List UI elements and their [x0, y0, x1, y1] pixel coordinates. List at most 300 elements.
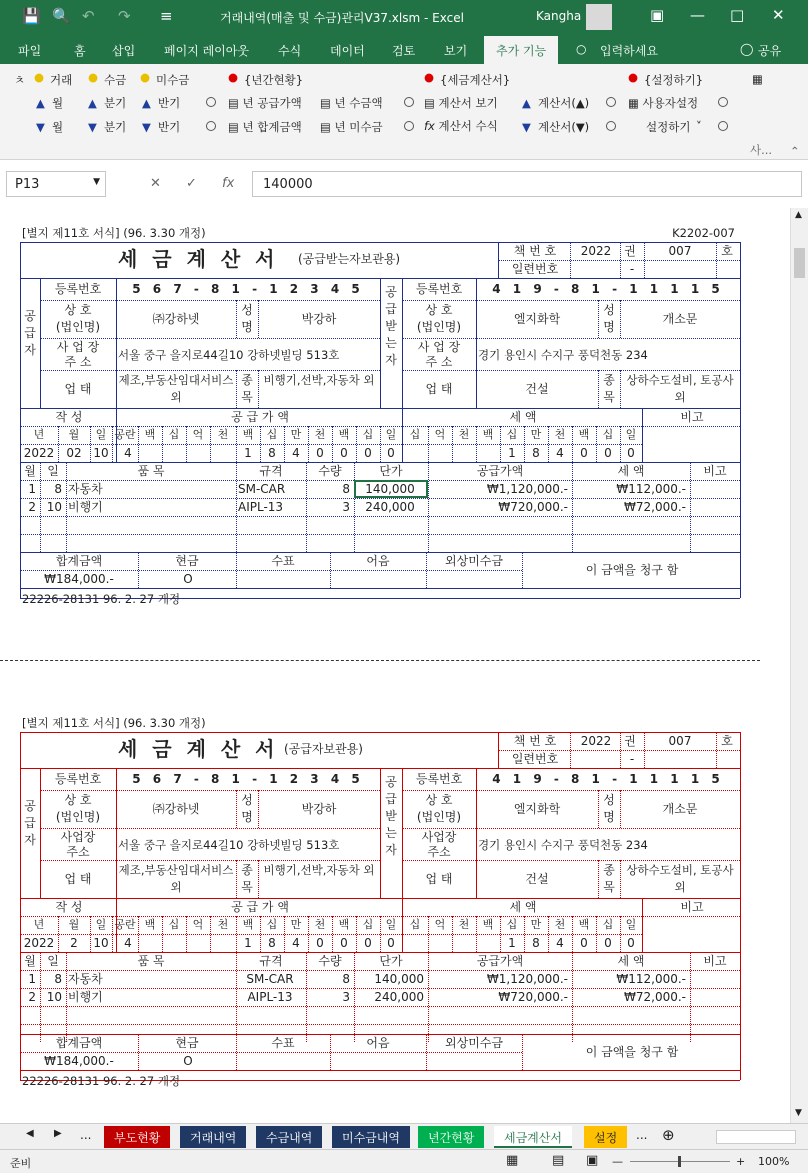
digit-header: 만: [290, 428, 302, 441]
next-sheet-icon[interactable]: ▶: [54, 1128, 62, 1139]
digit-header: 천: [554, 918, 566, 931]
radio-icon[interactable]: [606, 97, 616, 107]
ribbon-display-icon[interactable]: ▣: [650, 6, 665, 24]
grid-line: [476, 916, 477, 952]
supplier-item: 비행기,선박,자동차 외: [263, 373, 375, 387]
window-title: 거래내역(매출 및 수금)관리V37.xlsm - Excel: [220, 11, 464, 25]
invoice-top: [0, 208, 790, 648]
rep-label: 성명: [241, 303, 253, 334]
supply-digit: 0: [387, 446, 395, 460]
btn-year-collect[interactable]: ▤ 년 수금액: [320, 96, 383, 110]
sheet-tab-transactions[interactable]: 거래내역: [180, 1126, 246, 1148]
grid-line: [644, 732, 645, 768]
grid-line: [402, 916, 403, 952]
scroll-down-icon[interactable]: ▼: [795, 1108, 802, 1118]
btn-tax-invoice[interactable]: {세금계산서}: [440, 73, 511, 87]
digit-header: 십: [506, 918, 518, 931]
item-d[interactable]: 8: [54, 972, 62, 986]
date-year: 2022: [23, 936, 55, 950]
grid-line: [236, 462, 237, 552]
grid-line: [354, 952, 355, 1042]
digit-header: 백: [482, 428, 494, 441]
grid-line: [598, 300, 599, 338]
grid-line: [354, 462, 355, 552]
item-m[interactable]: 2: [28, 500, 36, 514]
grid-line: [210, 426, 211, 462]
item-m[interactable]: 2: [28, 990, 36, 1004]
save-icon[interactable]: 💾: [22, 7, 41, 25]
receiver-label: 공급받는자: [385, 285, 397, 367]
grid-line: [20, 242, 21, 598]
form-number: [별지 제11호 서식] (96. 3.30 개정): [22, 226, 206, 240]
grid-line: [522, 552, 523, 588]
undo-icon[interactable]: ↶: [82, 7, 95, 25]
book-unit: 권: [624, 244, 636, 258]
digit-header: 일: [95, 428, 107, 441]
receiver-reg-number: 4 1 9 - 8 1 - 1 1 1 1 5: [492, 772, 724, 786]
invoice-subtitle: (공급자보관용): [284, 742, 363, 756]
btn-collect[interactable]: 수금: [104, 73, 127, 87]
book-unit: 권: [624, 734, 636, 748]
name-label: 상 호 (법인명): [55, 303, 101, 334]
name-box[interactable]: P13 ▼: [6, 171, 106, 197]
grid-line: [572, 952, 573, 1042]
item-m[interactable]: 1: [28, 482, 36, 496]
grid-line: [402, 300, 740, 301]
item-spec[interactable]: AIPL-13: [247, 990, 293, 1004]
grid-line: [716, 732, 717, 768]
grid-line: [186, 426, 187, 462]
tax-digit: 8: [532, 446, 540, 460]
footer-credit_label: 외상미수금: [445, 1036, 503, 1050]
grid-line: [236, 952, 237, 1042]
grid-line: [236, 300, 237, 338]
item-spec[interactable]: AIPL-13: [238, 500, 284, 514]
supply-amount-label: 공 급 가 액: [231, 410, 289, 424]
grid-line: [402, 278, 403, 408]
receiver-label: 공급받는자: [385, 775, 397, 857]
btn-invoice-view[interactable]: ▤ 계산서 보기: [424, 96, 498, 110]
item-header: 단가: [379, 954, 403, 968]
digit-header: 십: [409, 428, 421, 441]
bulb-icon: ●: [228, 70, 239, 84]
insert-function-icon[interactable]: fx: [222, 176, 235, 191]
btn-trade[interactable]: 거래: [50, 73, 73, 87]
item-header: 단가: [379, 464, 403, 478]
supply-digit: 0: [364, 936, 372, 950]
item-tax[interactable]: ₩72,000.-: [624, 990, 686, 1004]
serial-label: 일련번호: [511, 262, 559, 276]
lightbulb-icon: ○: [576, 42, 587, 56]
grid-line: [20, 1006, 740, 1007]
digit-header: 억: [192, 918, 204, 931]
item-supply[interactable]: ₩1,120,000.-: [486, 972, 568, 986]
btn-unpaid[interactable]: 미수금: [156, 73, 190, 87]
btn-invoice-down[interactable]: 계산서(▼): [538, 120, 590, 134]
sheet-tab-default-status[interactable]: 부도현황: [104, 1126, 170, 1148]
footer-cash_label: 현금: [175, 1036, 199, 1050]
biz-type-label: 업 태: [425, 382, 453, 396]
grid-line: [690, 952, 691, 1042]
supply-digit: 0: [364, 446, 372, 460]
total-amount: ₩184,000.-: [44, 572, 114, 586]
enter-icon[interactable]: ✓: [186, 176, 197, 191]
digit-header: 천: [314, 918, 326, 931]
supply-amount-label: 공 급 가 액: [231, 900, 289, 914]
status-bar: [0, 1149, 808, 1173]
grid-line: [476, 768, 477, 898]
digit-header: 천: [458, 428, 470, 441]
radio-icon[interactable]: [718, 97, 728, 107]
item-header: 규격: [259, 954, 283, 968]
digit-header: 억: [192, 428, 204, 441]
supplier-reg-number: 5 6 7 - 8 1 - 1 2 3 4 5: [132, 772, 364, 786]
item-spec[interactable]: SM-CAR: [246, 972, 294, 986]
btn-year-supply[interactable]: ▤ 년 공급가액: [228, 96, 302, 110]
digit-header: 월: [68, 428, 80, 441]
grid-line: [40, 278, 41, 408]
page-break-view-icon[interactable]: ▣: [586, 1153, 599, 1168]
grid-line: [570, 242, 571, 278]
supply-digit: 0: [340, 446, 348, 460]
radio-icon[interactable]: [206, 121, 216, 131]
grid-line: [236, 370, 237, 408]
item-price[interactable]: 240,000: [374, 990, 424, 1004]
item-label: 종목: [241, 373, 253, 404]
tab-insert[interactable]: 삽입: [112, 44, 136, 58]
grid-line: [740, 242, 741, 598]
btn-quarter-up[interactable]: 분기: [104, 96, 127, 110]
digit-header: 일: [95, 918, 107, 931]
grid-line: [572, 462, 573, 552]
bulb-icon: ●: [628, 70, 639, 84]
grid-line: [20, 1070, 740, 1071]
grid-line: [620, 860, 621, 898]
btn-invoice-up[interactable]: 계산서(▲): [538, 96, 590, 110]
grid-line: [402, 828, 740, 829]
grid-line: [116, 768, 117, 898]
grid-line: [138, 426, 139, 462]
grid-line: [476, 426, 477, 462]
item-label: 종목: [241, 863, 253, 894]
reg-label: 등록번호: [415, 772, 463, 786]
sheet-tab-annual[interactable]: 년간현황: [418, 1126, 484, 1148]
item-header: 수량: [318, 954, 342, 968]
tab-review[interactable]: 검토: [392, 44, 416, 58]
vertical-scrollbar[interactable]: [790, 208, 808, 1123]
grid-line: [40, 952, 41, 1042]
grid-line: [402, 426, 403, 462]
item-header: 월: [24, 464, 36, 478]
item-d[interactable]: 8: [54, 482, 62, 496]
grid-icon[interactable]: ▦: [752, 72, 763, 86]
item-spec[interactable]: SM-CAR: [238, 482, 286, 496]
digit-header: 공란: [114, 428, 136, 441]
reg-label: 등록번호: [54, 282, 102, 296]
item-qty[interactable]: 8: [342, 972, 350, 986]
item-supply[interactable]: ₩1,120,000.-: [486, 482, 568, 496]
tax-amount-label: 세 액: [509, 900, 537, 914]
grid-line: [740, 732, 741, 1080]
add-sheet-icon[interactable]: ⊕: [662, 1126, 675, 1144]
btn-month-up[interactable]: 월: [52, 96, 64, 110]
book-label: 책 번 호: [513, 244, 557, 258]
item-price[interactable]: 140,000: [365, 482, 415, 496]
grid-line: [428, 916, 429, 952]
tab-file[interactable]: 파일: [18, 44, 42, 58]
addr-label: 사업장 주소: [60, 830, 96, 859]
digit-header: 백: [578, 918, 590, 931]
maximize-icon[interactable]: □: [730, 6, 745, 24]
more-sheets-icon[interactable]: ...: [636, 1128, 648, 1142]
ribbon-tabs: [0, 34, 808, 64]
grid-line: [620, 732, 621, 768]
digit-header: 만: [530, 428, 542, 441]
grid-line: [642, 408, 643, 462]
grid-line: [138, 916, 139, 952]
horizontal-scrollbar[interactable]: [716, 1130, 796, 1144]
close-icon[interactable]: ✕: [772, 6, 785, 24]
up-arrow-icon: ▲: [88, 96, 97, 110]
write-label: 작 성: [55, 900, 83, 914]
supply-digit: 0: [316, 936, 324, 950]
zoom-thumb[interactable]: [678, 1156, 681, 1167]
tab-view[interactable]: 보기: [444, 44, 468, 58]
digit-header: 십: [602, 918, 614, 931]
claim-text: 이 금액을 청구 함: [585, 1045, 679, 1059]
btn-year-total[interactable]: ▤ 년 합계금액: [228, 120, 302, 134]
invoice-code: K2202-007: [672, 226, 735, 240]
item-header: 세 액: [617, 954, 645, 968]
footer-total_label: 합계금액: [55, 554, 103, 568]
footer-cash_label: 현금: [175, 554, 199, 568]
sheet-tab-tax-invoice[interactable]: 세금계산서: [494, 1126, 572, 1148]
biz-type-label: 업 태: [64, 382, 92, 396]
item-label: 종목: [603, 863, 615, 894]
formula-input[interactable]: 140000: [252, 171, 802, 197]
zoom-out-icon[interactable]: —: [612, 1155, 623, 1168]
tax-digit: 0: [627, 446, 635, 460]
item-d[interactable]: 10: [46, 990, 62, 1004]
minimize-icon[interactable]: —: [690, 6, 705, 24]
grid-line: [306, 462, 307, 552]
chevron-down-icon[interactable]: ˅: [696, 119, 702, 133]
btn-settings-group[interactable]: {설정하기}: [644, 73, 704, 87]
serial-label: 일련번호: [511, 752, 559, 766]
radio-icon[interactable]: [404, 121, 414, 131]
tab-page-layout[interactable]: 페이지 레이아웃: [164, 44, 249, 58]
book-label: 책 번 호: [513, 734, 557, 748]
date-month: 02: [66, 446, 82, 460]
digit-header: 천: [314, 428, 326, 441]
supplier-item: 비행기,선박,자동차 외: [263, 863, 375, 877]
scroll-thumb[interactable]: [794, 248, 805, 278]
radio-icon[interactable]: [206, 97, 216, 107]
reg-label: 등록번호: [415, 282, 463, 296]
avatar[interactable]: [586, 4, 612, 30]
rep-label: 성명: [603, 793, 615, 824]
radio-icon[interactable]: [404, 97, 414, 107]
item-header: 세 액: [617, 464, 645, 478]
item-tax[interactable]: ₩112,000.-: [616, 972, 686, 986]
digit-header: 십: [168, 428, 180, 441]
digit-header: 백: [144, 918, 156, 931]
claim-text: 이 금액을 청구 함: [585, 563, 679, 577]
receiver-biz-type: 건설: [525, 382, 549, 396]
receiver-address: 경기 용인시 수지구 풍덕천동 234: [478, 838, 648, 852]
item-qty[interactable]: 3: [342, 990, 350, 1004]
supplier-biz-type: 제조,부동산임대서비스 외: [118, 373, 234, 404]
customize-icon[interactable]: ≡: [160, 7, 173, 25]
digit-header: 월: [68, 918, 80, 931]
receiver-address: 경기 용인시 수지구 풍덕천동 234: [478, 348, 648, 362]
cancel-icon[interactable]: ✕: [150, 176, 161, 191]
grid-line: [66, 952, 67, 1042]
receiver-item: 상하수도설비, 토공사 외: [626, 863, 734, 894]
item-name[interactable]: 자동차: [68, 482, 103, 496]
item-qty[interactable]: 8: [342, 482, 350, 496]
item-name[interactable]: 비행기: [68, 500, 103, 514]
digit-header: 억: [434, 428, 446, 441]
digit-header: 만: [530, 918, 542, 931]
tax-digit: 0: [580, 936, 588, 950]
redo-icon[interactable]: ↷: [118, 7, 131, 25]
collapse-ribbon-icon[interactable]: ⌃: [790, 144, 800, 158]
scroll-up-icon[interactable]: ▲: [795, 210, 802, 220]
item-m[interactable]: 1: [28, 972, 36, 986]
grid-line: [40, 462, 41, 552]
btn-half-down[interactable]: 반기: [158, 120, 181, 134]
item-label: 종목: [603, 373, 615, 404]
btn-settings[interactable]: 설정하기: [646, 120, 691, 134]
grid-line: [642, 898, 643, 952]
receiver-biz-type: 건설: [525, 872, 549, 886]
btn-invoice-formula[interactable]: fx 계산서 수식: [424, 119, 498, 133]
tab-home[interactable]: 홈: [74, 44, 86, 58]
sheet-tab-collections[interactable]: 수금내역: [256, 1126, 322, 1148]
note-label: 비고: [680, 900, 704, 914]
grid-line: [402, 338, 740, 339]
btn-month-down[interactable]: 월: [52, 120, 64, 134]
sheet-tab-unpaid[interactable]: 미수금내역: [332, 1126, 410, 1148]
item-header: 일: [47, 464, 59, 478]
addr-label: 사 업 장 주 소: [56, 340, 100, 369]
grid-line: [620, 370, 621, 408]
user-name[interactable]: Kangha: [536, 9, 582, 23]
digit-header: 백: [242, 918, 254, 931]
item-price[interactable]: 140,000: [374, 972, 424, 986]
grid-line: [380, 768, 381, 898]
radio-icon[interactable]: [718, 121, 728, 131]
supplier-representative: 박강하: [301, 312, 337, 326]
receiver-name: 엘지화학: [513, 312, 561, 326]
grid-line: [598, 790, 599, 828]
btn-user-settings[interactable]: ▦ 사용자설정: [628, 96, 699, 110]
grid-line: [40, 768, 41, 898]
supply-digit: 4: [292, 936, 300, 950]
grid-line: [162, 426, 163, 462]
supply-digit: 0: [316, 446, 324, 460]
digit-header: 억: [434, 918, 446, 931]
tax-digit: 4: [556, 936, 564, 950]
item-name[interactable]: 자동차: [68, 972, 103, 986]
worksheet[interactable]: [0, 208, 790, 1123]
book-year: 2022: [580, 244, 612, 258]
tell-me-search[interactable]: 입력하세요: [600, 44, 658, 58]
item-qty[interactable]: 3: [342, 500, 350, 514]
btn-annual[interactable]: {년간현황}: [244, 73, 304, 87]
date-year: 2022: [23, 446, 55, 460]
rep-label: 성명: [603, 303, 615, 334]
grid-line: [644, 242, 645, 278]
grid-line: [236, 860, 237, 898]
digit-header: 천: [217, 428, 229, 441]
ribbon: ㅊ ● 거래 ● 수금 ● 미수금 ● {년간현황} ● {세금계산서} ● {설정하기} ▲ 월 ▲ 분기 ▲ 반기 ▤ 년 공급가액 ▤ 년 수금액 ▤ 계산서 보기 ▲ 계산서(▲) ▦ 사용자설정 ▼ 월 ▼ 분기 ▼ 반기 ▤ 년 합계금액 ▤ 년 미수금 fx 계산서 수식 ▼ 계산서(▼) 설정하기 ˅ ▦ 사... ⌃: [0, 64, 808, 160]
grid-line: [40, 860, 380, 861]
more-sheets-icon[interactable]: ...: [80, 1128, 92, 1142]
item-name[interactable]: 비행기: [68, 990, 103, 1004]
digit-header: 일: [385, 428, 397, 441]
blank-count: 4: [124, 446, 132, 460]
item-supply[interactable]: ₩720,000.-: [498, 500, 568, 514]
item-header: 품 목: [137, 954, 165, 968]
down-arrow-icon: ▼: [522, 120, 531, 134]
item-d[interactable]: 10: [46, 500, 62, 514]
grid-line: [306, 952, 307, 1042]
zoom-level[interactable]: 100%: [758, 1155, 790, 1168]
tab-data[interactable]: 데이터: [330, 44, 365, 58]
grid-line: [162, 916, 163, 952]
share-button[interactable]: 공유: [758, 44, 782, 58]
item-header: 비고: [703, 954, 727, 968]
zoom-in-icon[interactable]: +: [736, 1155, 746, 1168]
normal-view-icon[interactable]: ▦: [506, 1153, 519, 1168]
btn-quarter-down[interactable]: 분기: [104, 120, 127, 134]
person-icon: ◯: [740, 42, 754, 56]
btn-half-up[interactable]: 반기: [158, 96, 181, 110]
grid-line: [620, 242, 621, 278]
digit-header: 천: [554, 428, 566, 441]
digit-header: 십: [602, 428, 614, 441]
print-preview-icon[interactable]: 🔍: [52, 7, 71, 25]
sheet-tab-settings[interactable]: 설정: [584, 1126, 627, 1148]
tab-formulas[interactable]: 수식: [278, 44, 302, 58]
grid-line: [20, 732, 21, 1080]
grid-line: [716, 242, 717, 278]
grid-line: [258, 860, 259, 898]
bulb-icon: ●: [424, 70, 435, 84]
up-arrow-icon: ▲: [36, 96, 45, 110]
tax-digit: 4: [556, 446, 564, 460]
digit-header: 백: [578, 428, 590, 441]
grid-line: [40, 338, 380, 339]
addr-label: 사 업 장 주 소: [417, 340, 461, 369]
item-price[interactable]: 240,000: [365, 500, 415, 514]
footer-check_label: 수표: [271, 1036, 295, 1050]
footer-bill_label: 어음: [366, 554, 390, 568]
item-supply[interactable]: ₩720,000.-: [498, 990, 568, 1004]
btn-year-unpaid[interactable]: ▤ 년 미수금: [320, 120, 383, 134]
radio-icon[interactable]: [606, 121, 616, 131]
item-tax[interactable]: ₩112,000.-: [616, 482, 686, 496]
page-layout-view-icon[interactable]: ▤: [552, 1153, 565, 1168]
grid-line: [112, 916, 113, 952]
item-tax[interactable]: ₩72,000.-: [624, 500, 686, 514]
grid-line: [40, 300, 380, 301]
tab-add-ins[interactable]: 추가 기능: [484, 36, 558, 64]
prev-sheet-icon[interactable]: ◀: [26, 1128, 34, 1139]
tax-digit: 0: [580, 446, 588, 460]
